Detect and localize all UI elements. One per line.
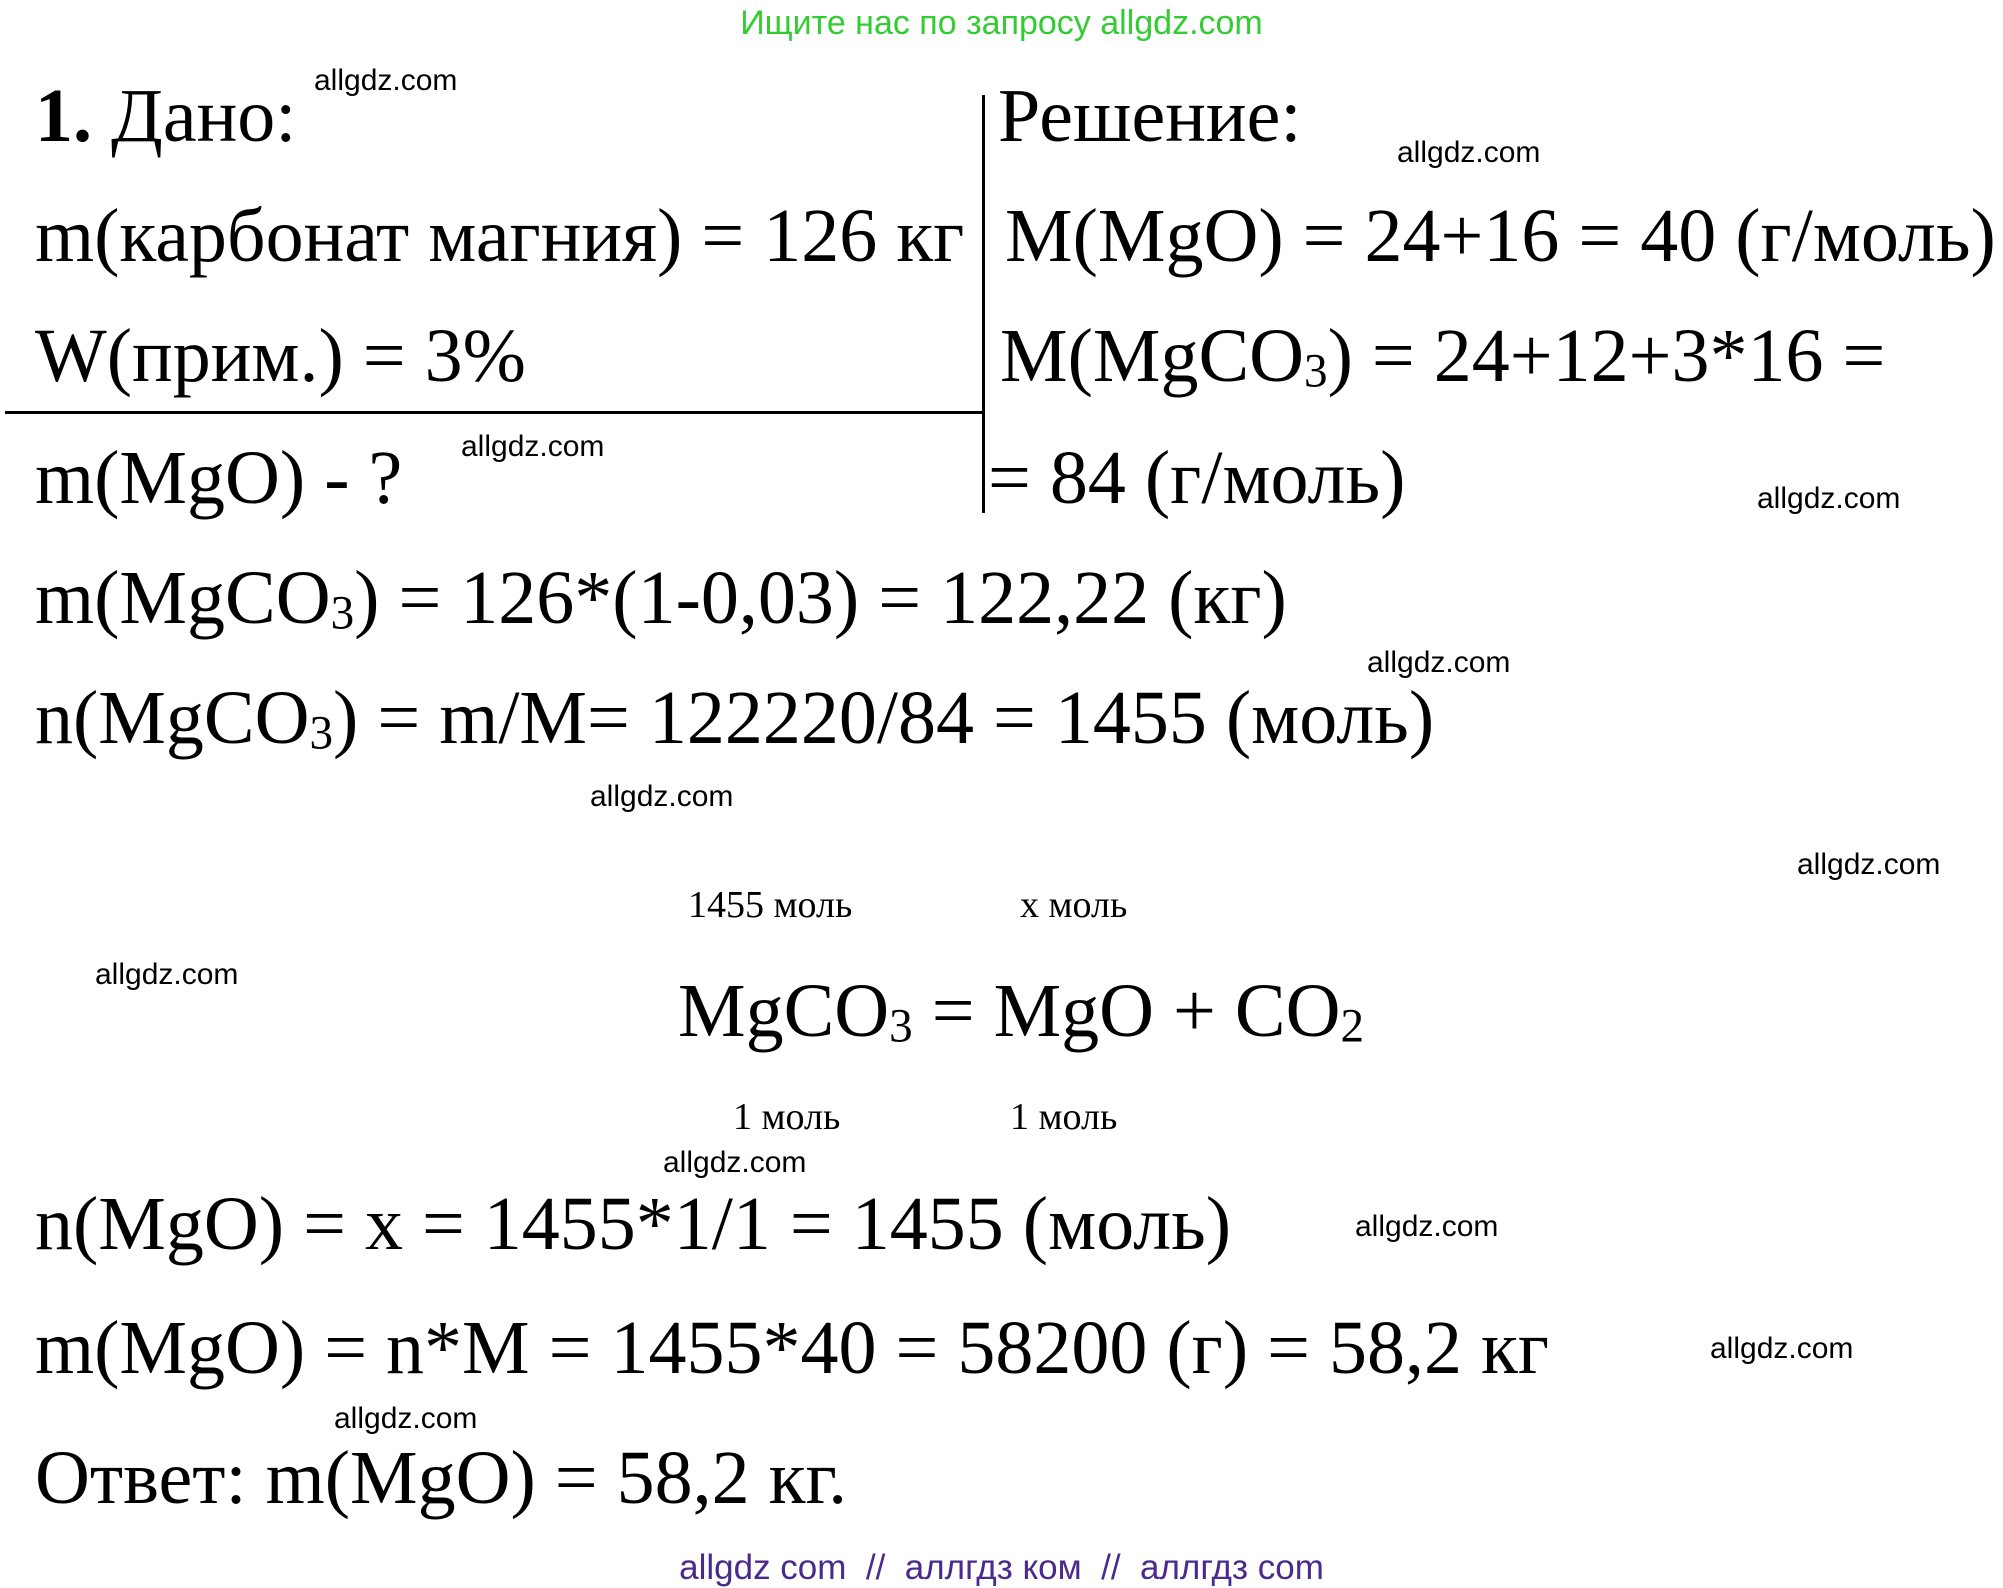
watermark: allgdz.com	[314, 64, 458, 97]
subscript: 3	[889, 1000, 913, 1053]
calc-moles-line	[35, 676, 1435, 760]
subscript: 3	[330, 587, 355, 640]
result-n-mgo: n(MgO) = x = 1455*1/1 = 1455 (моль)	[35, 1182, 1232, 1266]
watermark: allgdz.com	[95, 958, 239, 991]
watermark: allgdz.com	[461, 430, 605, 463]
watermark: allgdz.com	[1757, 482, 1901, 515]
watermark: allgdz.com	[1397, 136, 1541, 169]
solution-line-3: = 84 (г/моль)	[988, 436, 1406, 520]
horizontal-divider	[5, 411, 985, 414]
vertical-divider	[982, 95, 985, 513]
find-line: m(MgO) - ?	[35, 436, 403, 520]
formula-text: ) = 24+12+3*16 =	[1327, 314, 1886, 398]
reaction-equation	[678, 969, 1365, 1053]
watermark: allgdz.com	[1710, 1332, 1854, 1365]
given-heading	[35, 74, 297, 158]
formula-text: M(MgCO	[1000, 314, 1305, 398]
formula-text: ) = m/M= 122220/84 = 1455 (моль)	[333, 676, 1435, 760]
top-banner[interactable]: Ищите нас по запросу allgdz.com	[740, 4, 1263, 42]
watermark: allgdz.com	[1367, 646, 1511, 679]
solution-line-2	[1000, 314, 1886, 398]
answer-line: Ответ: m(MgO) = 58,2 кг.	[35, 1436, 848, 1520]
formula-text: m(MgCO	[35, 556, 331, 640]
given-title: Дано:	[111, 74, 297, 158]
equation-top-left: 1455 моль	[688, 884, 853, 926]
subscript: 2	[1340, 1000, 1365, 1053]
watermark: allgdz.com	[334, 1402, 478, 1435]
formula-text: n(MgCO	[35, 676, 310, 760]
watermark: allgdz.com	[663, 1146, 807, 1179]
watermark: allgdz.com	[590, 780, 734, 813]
equation-bottom-left: 1 моль	[733, 1096, 841, 1138]
formula-text: ) = 126*(1-0,03) = 122,22 (кг)	[354, 556, 1287, 640]
solution-title: Решение:	[998, 74, 1302, 158]
equation-middle: = MgO + CO	[912, 969, 1341, 1053]
calc-mass-line	[35, 556, 1287, 640]
given-line-2: W(прим.) = 3%	[35, 314, 526, 398]
solution-line-1: M(MgO) = 24+16 = 40 (г/моль)	[1005, 194, 1996, 278]
subscript: 3	[309, 707, 334, 760]
result-m-mgo: m(MgO) = n*M = 1455*40 = 58200 (г) = 58,2 кг	[35, 1306, 1550, 1390]
reactant-formula: MgCO	[678, 969, 890, 1053]
watermark: allgdz.com	[1355, 1210, 1499, 1243]
equation-top-right: x моль	[1020, 884, 1128, 926]
equation-bottom-right: 1 моль	[1010, 1096, 1118, 1138]
problem-number: 1.	[35, 74, 92, 158]
subscript: 3	[1304, 345, 1328, 398]
watermark: allgdz.com	[1797, 848, 1941, 881]
given-line-1: m(карбонат магния) = 126 кг	[35, 194, 965, 278]
footer-links[interactable]: allgdz com // аллгдз ком // аллгдз com	[679, 1548, 1324, 1587]
